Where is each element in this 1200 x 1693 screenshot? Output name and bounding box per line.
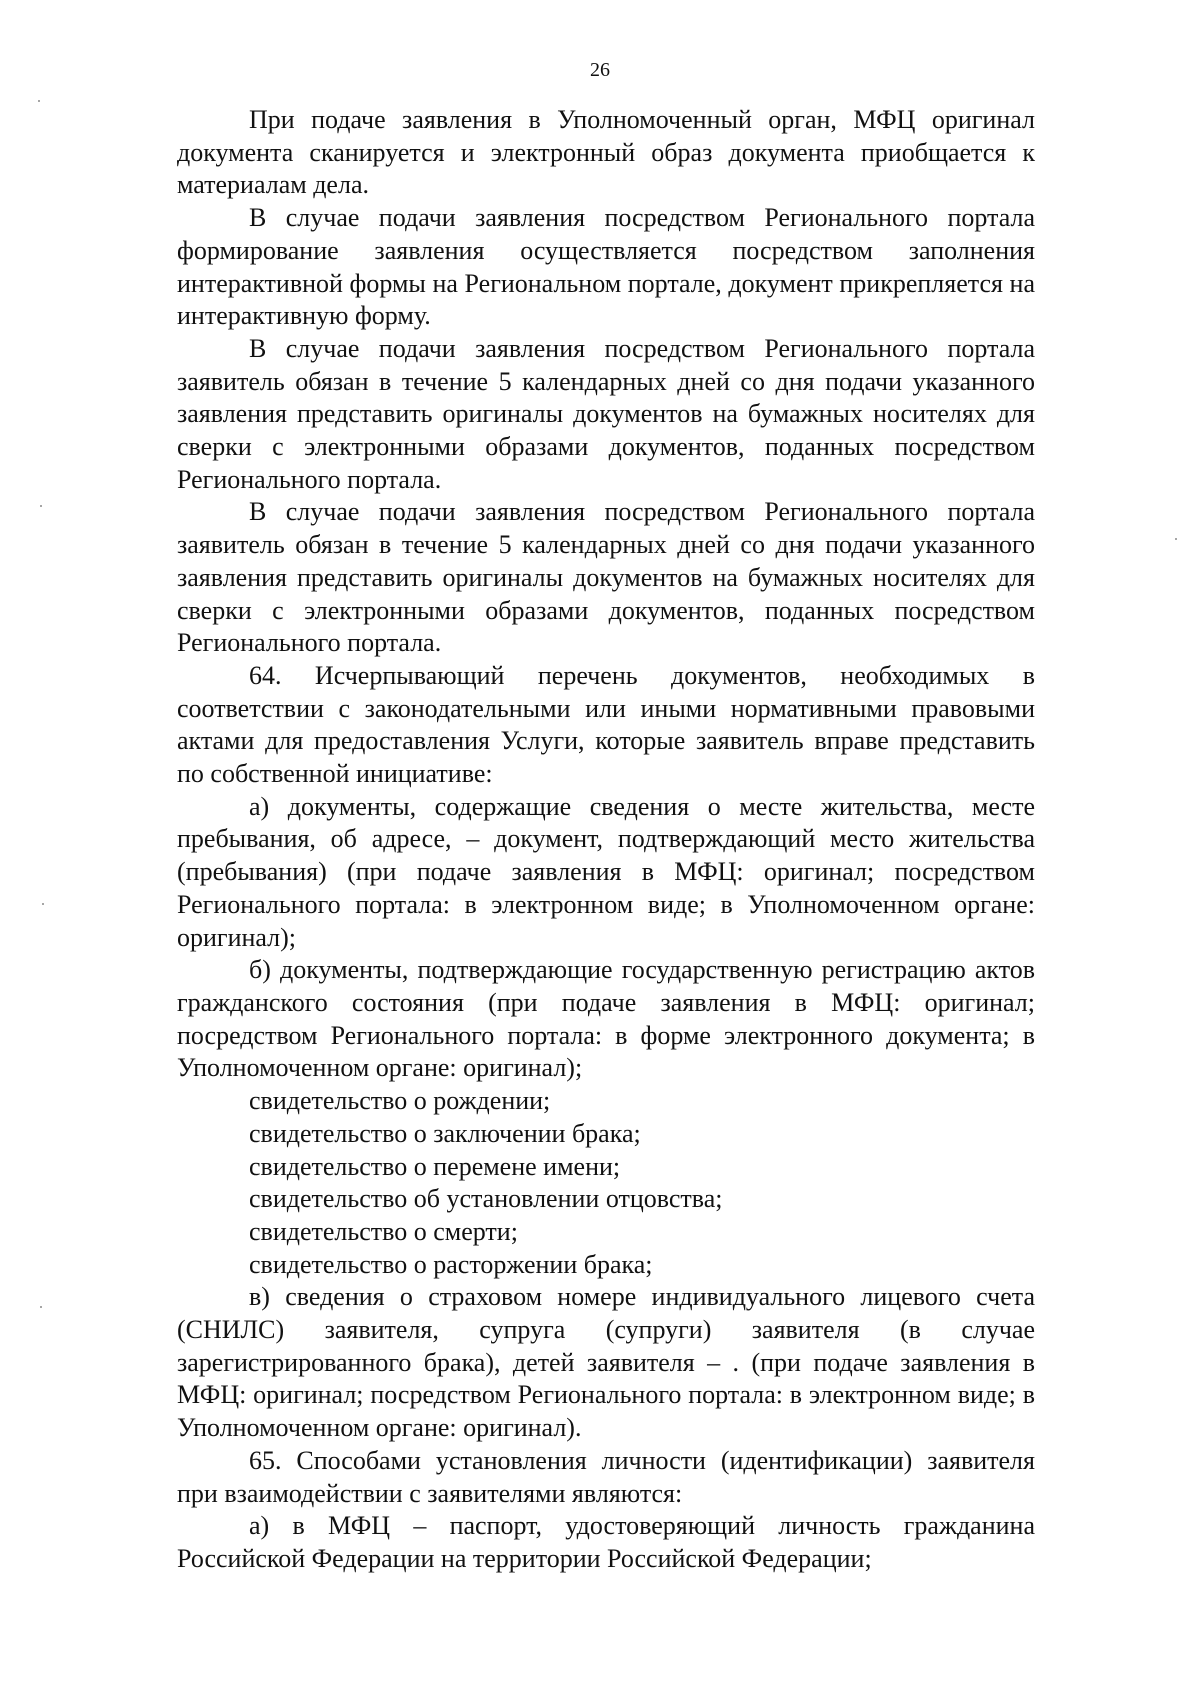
paragraph-originals-deadline: В случае подачи заявления посредством Регионального портала заявитель обязан в течение 5 календарных дней со дня подачи указанного заявления представить оригиналы документов на бумажных носителях для сверки с электронными образами документов, поданных посредством Регионального портала. xyxy=(177,333,1035,494)
list-item-divorce-certificate: свидетельство о расторжении брака; xyxy=(249,1249,653,1279)
list-item-marriage-certificate: свидетельство о заключении брака; xyxy=(249,1118,641,1148)
list-item-death-certificate: свидетельство о смерти; xyxy=(249,1216,518,1246)
paragraph-item-64-a: а) документы, содержащие сведения о месте жительства, месте пребывания, об адресе, – документ, подтверждающий место жительства (пребывания) (при подаче заявления в МФЦ: оригинал; посредством Регионального портала: в электронном виде; в Уполномоченном органе: оригинал); xyxy=(177,791,1035,952)
paragraph-item-65: 65. Способами установления личности (идентификации) заявителя при взаимодействии с заявителями являются: xyxy=(177,1445,1035,1508)
paragraph-portal-form: В случае подачи заявления посредством Регионального портала формирование заявления осуществляется посредством заполнения интерактивной формы на Региональном портале, документ прикрепляется на интерактивную форму. xyxy=(177,203,1035,331)
scan-speck xyxy=(40,505,42,507)
scan-speck xyxy=(40,1306,42,1308)
paragraph-originals-deadline-repeat: В случае подачи заявления посредством Регионального портала заявитель обязан в течение 5 календарных дней со дня подачи указанного заявления представить оригиналы документов на бумажных носителях для сверки с электронными образами документов, поданных посредством Регионального портала. xyxy=(177,497,1035,658)
list-item-birth-certificate: свидетельство о рождении; xyxy=(249,1086,551,1116)
list-item-paternity-certificate: свидетельство об установлении отцовства; xyxy=(249,1184,723,1214)
list-item-name-change-certificate: свидетельство о перемене имени; xyxy=(249,1151,621,1181)
document-body xyxy=(177,104,1035,1576)
scan-speck xyxy=(1175,538,1177,540)
paragraph-item-65-a: а) в МФЦ – паспорт, удостоверяющий личность гражданина Российской Федерации на территории Российской Федерации; xyxy=(177,1511,1035,1573)
scan-speck xyxy=(38,100,40,102)
paragraph-item-64-b: б) документы, подтверждающие государственную регистрацию актов гражданского состояния (при подаче заявления в МФЦ: оригинал; посредством Регионального портала: в форме электронного документа; в Уполномоченном органе: оригинал); xyxy=(177,955,1035,1083)
paragraph-item-64: 64. Исчерпывающий перечень документов, необходимых в соответствии с законодательными или иными нормативными правовыми актами для предоставления Услуги, которые заявитель вправе представить по собственной инициативе: xyxy=(177,660,1035,789)
paragraph-scan-procedure: При подаче заявления в Уполномоченный орган, МФЦ оригинал документа сканируется и электронный образ документа приобщается к материалам дела. xyxy=(177,105,1035,200)
page-number: 26 xyxy=(590,59,610,81)
paragraph-item-64-v: в) сведения о страховом номере индивидуального лицевого счета (СНИЛС) заявителя, супруга (супруги) заявителя (в случае зарегистрированного брака), детей заявителя – . (при подаче заявления в МФЦ: оригинал; посредством Регионального портала: в электронном виде; в Уполномоченном органе: оригинал). xyxy=(177,1282,1035,1443)
scan-speck xyxy=(42,903,44,905)
